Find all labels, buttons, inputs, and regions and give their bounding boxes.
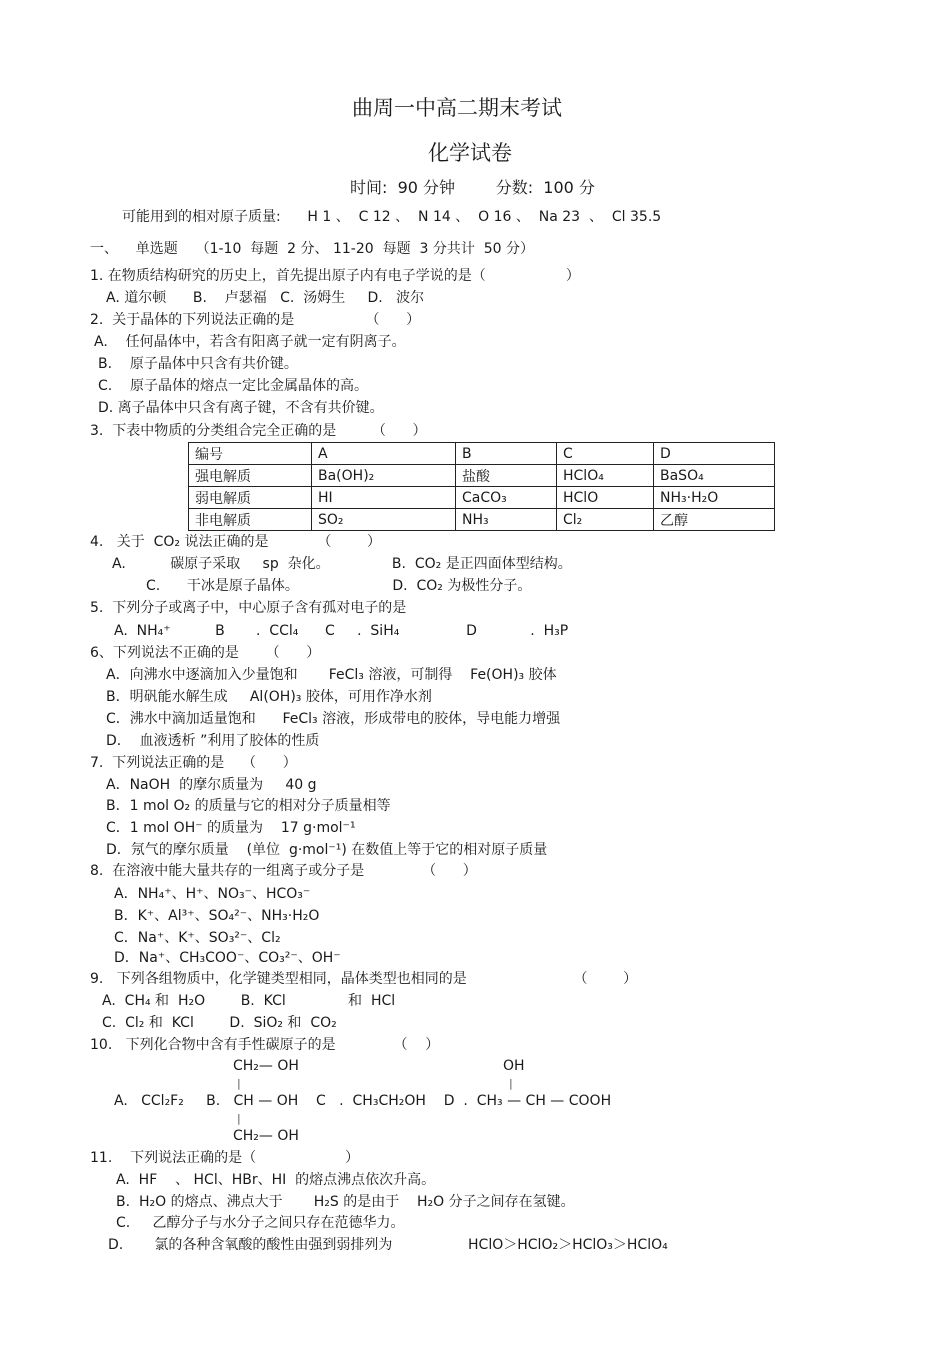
question-3-stem: 3. 下表中物质的分类组合完全正确的是 （ ） — [90, 423, 427, 439]
table-cell: C — [557, 443, 654, 465]
table-cell: A — [312, 443, 456, 465]
table-cell: 强电解质 — [189, 465, 312, 487]
classification-table — [188, 442, 775, 531]
question-4-options-cd: C. 干冰是原子晶体。 D. CO₂ 为极性分子。 — [146, 578, 532, 594]
question-8-stem: 8. 在溶液中能大量共存的一组离子或分子是 （ ） — [90, 863, 477, 879]
bond-line: | — [237, 1112, 241, 1125]
exam-title: 曲周一中高二期末考试 — [352, 96, 562, 120]
option-b-bottom-group: CH₂— OH — [233, 1128, 299, 1144]
question-2-stem: 2. 关于晶体的下列说法正确的是 （ ） — [90, 312, 421, 328]
table-row — [189, 509, 775, 531]
question-8-option-c: C．Na⁺、K⁺、SO₃²⁻、Cl₂ — [114, 930, 281, 946]
question-9-options-ab: A. CH₄ 和 H₂O B. KCl 和 HCl — [102, 993, 396, 1009]
time-and-score: 时间: 90 分钟 分数: 100 分 — [350, 178, 595, 197]
atomic-masses: 可能用到的相对原子质量: H 1 、 C 12 、 N 14 、 O 16 、 Na 23 、 Cl 35.5 — [122, 209, 662, 225]
question-2-option-a: A. 任何晶体中，若含有阳离子就一定有阴离子。 — [94, 334, 406, 350]
table-cell: HClO₄ — [557, 465, 654, 487]
bond-line: | — [509, 1077, 513, 1090]
table-cell: B — [456, 443, 557, 465]
question-9-stem: 9. 下列各组物质中，化学键类型相同，晶体类型也相同的是 （ ） — [90, 971, 638, 987]
table-cell: BaSO₄ — [654, 465, 775, 487]
question-2-option-c: C. 原子晶体的熔点一定比金属晶体的高。 — [98, 378, 369, 394]
question-4-stem: 4. 关于 CO₂ 说法正确的是 （ ） — [90, 534, 382, 550]
question-11-option-a: A. HF 、 HCl、HBr、HI 的熔点沸点依次升高。 — [116, 1172, 436, 1188]
question-2-option-d: D. 离子晶体中只含有离子键，不含有共价键。 — [98, 400, 384, 416]
table-cell: 盐酸 — [456, 465, 557, 487]
table-cell: 编号 — [189, 443, 312, 465]
question-11-stem: 11. 下列说法正确的是（ ） — [90, 1150, 360, 1166]
table-row — [189, 487, 775, 509]
question-9-options-cd: C. Cl₂ 和 KCl D. SiO₂ 和 CO₂ — [102, 1015, 337, 1031]
table-cell: NH₃ — [456, 509, 557, 531]
question-8-option-b: B．K⁺、Al³⁺、SO₄²⁻、NH₃·H₂O — [114, 908, 320, 924]
question-10-stem: 10. 下列化合物中含有手性碳原子的是 （ ） — [90, 1037, 440, 1053]
table-cell: 乙醇 — [654, 509, 775, 531]
paper-subtitle: 化学试卷 — [428, 141, 512, 165]
question-8-option-d: D．Na⁺、CH₃COO⁻、CO₃²⁻、OH⁻ — [114, 950, 341, 966]
question-6-option-b: B．明矾能水解生成 Al(OH)₃ 胶体，可用作净水剂 — [106, 689, 432, 705]
question-5-options: A. NH₄⁺ B . CCl₄ C . SiH₄ D . H₃P — [114, 623, 569, 639]
question-10-options: A. CCl₂F₂ B. CH — OH C . CH₃CH₂OH D . CH₃ — CH — COOH — [114, 1093, 612, 1109]
table-cell: NH₃·H₂O — [654, 487, 775, 509]
question-7-option-d: D．氖气的摩尔质量 (单位 g·mol⁻¹) 在数值上等于它的相对原子质量 — [106, 842, 548, 858]
bond-line: | — [237, 1077, 241, 1090]
section-heading: 一、 单选题 （1-10 每题 2 分、 11-20 每题 3 分共计 50 分） — [90, 241, 534, 257]
table-cell: 弱电解质 — [189, 487, 312, 509]
option-b-top-group: CH₂— OH — [233, 1058, 299, 1074]
question-6-option-d: D． 血液透析 ”利用了胶体的性质 — [106, 733, 320, 749]
table-row — [189, 443, 775, 465]
question-7-option-a: A．NaOH 的摩尔质量为 40 g — [106, 777, 317, 793]
question-6-option-a: A．向沸水中逐滴加入少量饱和 FeCl₃ 溶液，可制得 Fe(OH)₃ 胶体 — [106, 667, 557, 683]
question-2-option-b: B. 原子晶体中只含有共价键。 — [98, 356, 298, 372]
table-cell: HClO — [557, 487, 654, 509]
option-d-top-group: OH — [503, 1058, 525, 1074]
table-row — [189, 465, 775, 487]
question-5-stem: 5. 下列分子或离子中，中心原子含有孤对电子的是 — [90, 600, 407, 616]
table-cell: HI — [312, 487, 456, 509]
question-11-option-d: D. 氯的各种含氧酸的酸性由强到弱排列为 HClO＞HClO₂＞HClO₃＞HClO₄ — [108, 1237, 668, 1253]
question-7-option-b: B．1 mol O₂ 的质量与它的相对分子质量相等 — [106, 798, 391, 814]
table-cell: SO₂ — [312, 509, 456, 531]
question-11-option-c: C. 乙醇分子与水分子之间只存在范德华力。 — [116, 1215, 405, 1231]
question-1-options: A. 道尔顿 B. 卢瑟福 C. 汤姆生 D. 波尔 — [106, 290, 425, 306]
table-cell: 非电解质 — [189, 509, 312, 531]
question-7-stem: 7. 下列说法正确的是 （ ） — [90, 755, 297, 771]
question-8-option-a: A．NH₄⁺、H⁺、NO₃⁻、HCO₃⁻ — [114, 886, 311, 902]
table-cell: Ba(OH)₂ — [312, 465, 456, 487]
table-cell: D — [654, 443, 775, 465]
table-cell: Cl₂ — [557, 509, 654, 531]
question-4-options-ab: A. 碳原子采取 sp 杂化。 B. CO₂ 是正四面体型结构。 — [112, 556, 572, 572]
question-7-option-c: C．1 mol OH⁻ 的质量为 17 g·mol⁻¹ — [106, 820, 356, 836]
question-6-option-c: C．沸水中滴加适量饱和 FeCl₃ 溶液，形成带电的胶体，导电能力增强 — [106, 711, 561, 727]
table-cell: CaCO₃ — [456, 487, 557, 509]
question-6-stem: 6、下列说法不正确的是 （ ） — [90, 645, 321, 661]
question-1-stem: 1. 在物质结构研究的历史上，首先提出原子内有电子学说的是（ ） — [90, 268, 580, 284]
question-11-option-b: B. H₂O 的熔点、沸点大于 H₂S 的是由于 H₂O 分子之间存在氢键。 — [116, 1194, 575, 1210]
